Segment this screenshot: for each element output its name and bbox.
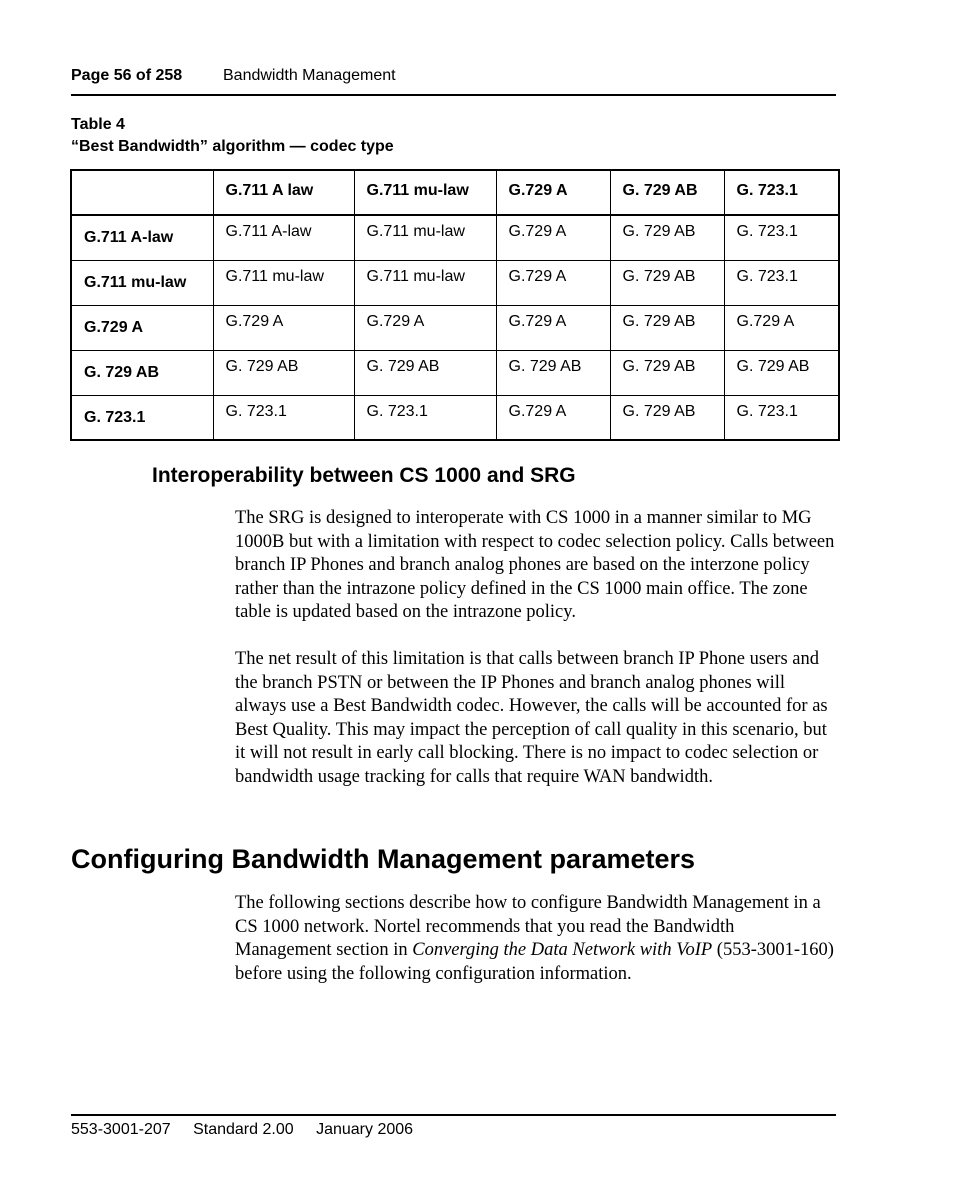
table-row-header: G.711 mu-law [71,260,213,305]
table-column-header: G. 723.1 [724,170,839,215]
table-caption [71,114,394,158]
page-footer [71,1114,836,1139]
table-cell: G. 729 AB [610,395,724,440]
table-row [71,260,839,305]
table-column-header: G.729 A [496,170,610,215]
table-row-header: G.729 A [71,305,213,350]
paragraph-config-text-2: (553-3001-160) before using the following configuration information. [235,940,834,984]
table-cell: G.711 mu-law [354,215,496,260]
codec-table [70,169,840,441]
table-row [71,305,839,350]
table-label: Table 4 [71,116,125,133]
table-cell: G. 723.1 [724,215,839,260]
table-title: “Best Bandwidth” algorithm — codec type [71,138,394,155]
section-heading-interoperability: Interoperability between CS 1000 and SRG [152,464,576,487]
table-cell: G.729 A [496,395,610,440]
table-cell: G. 729 AB [610,305,724,350]
table-cell: G. 723.1 [724,395,839,440]
table-cell: G. 723.1 [724,260,839,305]
footer-standard: Standard 2.00 [193,1121,294,1138]
table-cell: G. 723.1 [354,395,496,440]
table-cell: G.711 mu-law [354,260,496,305]
page-number: Page 56 of 258 [71,67,183,84]
table-column-header [71,170,213,215]
table-row [71,215,839,260]
table-cell: G.729 A [496,305,610,350]
table-cell: G.729 A [496,260,610,305]
table-cell: G.729 A [496,215,610,260]
table-cell: G. 729 AB [213,350,354,395]
table-row-header: G. 723.1 [71,395,213,440]
table-cell: G.711 A-law [213,215,354,260]
paragraph-interop-2: The net result of this limitation is that calls between branch IP Phone users and the branch PSTN or between the IP Phones and branch analog phones will always use a Best Bandwidth codec. However, the calls will be accounted for as Best Quality. This may impact the perception of call quality in this scenario, but it will not result in early call blocking. There is no impact to codec selection or bandwidth usage tracking for calls that require WAN bandwidth. [235,649,828,787]
table-row [71,395,839,440]
table-row-header: G. 729 AB [71,350,213,395]
table-cell: G. 729 AB [724,350,839,395]
table-column-header: G.711 A law [213,170,354,215]
table-cell: G.729 A [213,305,354,350]
footer-date: January 2006 [316,1121,414,1138]
table-cell: G. 729 AB [610,260,724,305]
table-cell: G.729 A [724,305,839,350]
paragraph-interop-1: The SRG is designed to interoperate with CS 1000 in a manner similar to MG 1000B but with a limitation with respect to codec selection policy. Calls between branch IP Phones and branch analog phones are based on the interzone policy rather than the intrazone policy defined in the CS 1000 main office. The zone table is updated based on the intrazone policy. [235,508,835,622]
table-header-row [71,170,839,215]
section-title: Bandwidth Management [223,67,396,84]
table-column-header: G.711 mu-law [354,170,496,215]
table-cell: G.711 mu-law [213,260,354,305]
table-cell: G.729 A [354,305,496,350]
table-cell: G. 723.1 [213,395,354,440]
paragraph-config-text-1: The following sections describe how to configure Bandwidth Management in a CS 1000 network. Nortel recommends that you read the Bandwidth Management section in [235,893,821,960]
table-row-header: G.711 A-law [71,215,213,260]
table-row [71,350,839,395]
document-reference-title: Converging the Data Network with VoIP [412,940,713,960]
page-header [71,66,836,96]
table-cell: G. 729 AB [610,215,724,260]
table-column-header: G. 729 AB [610,170,724,215]
table-cell: G. 729 AB [496,350,610,395]
section-heading-configuring: Configuring Bandwidth Management parameters [71,844,696,874]
table-cell: G. 729 AB [354,350,496,395]
footer-doc-number: 553-3001-207 [71,1121,171,1138]
table-cell: G. 729 AB [610,350,724,395]
paragraph-config [235,892,835,986]
